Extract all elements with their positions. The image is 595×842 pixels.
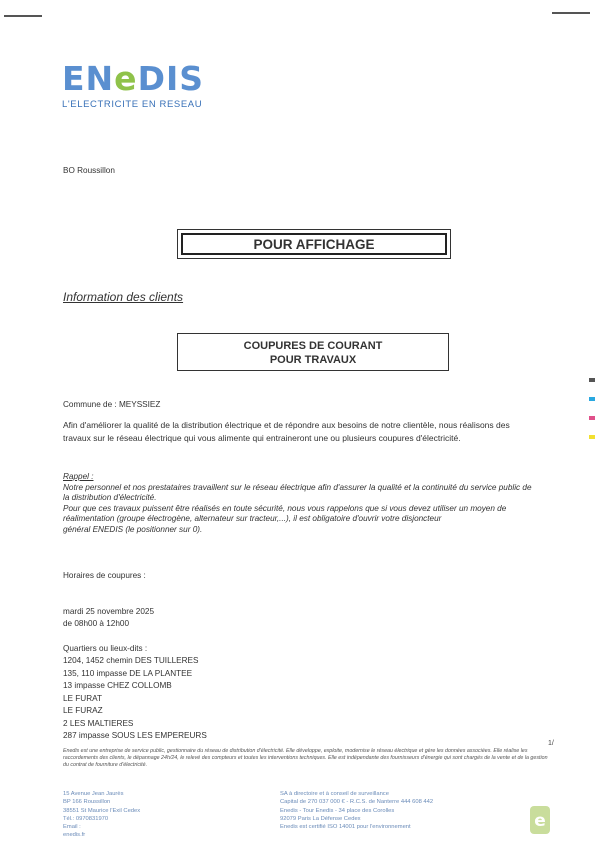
logo-part-1: EN (62, 59, 115, 98)
footer-website-link[interactable]: enedis.fr (63, 832, 86, 839)
print-mark-cyan (589, 397, 595, 401)
quartier-item: LE FURAT (63, 693, 102, 703)
quartiers-list (63, 655, 207, 743)
footer-right-line: Enedis est certifié ISO 14001 pour l'environnement (280, 824, 411, 831)
coupures-box (177, 333, 449, 371)
date-line: mardi 25 novembre 2025 (63, 607, 155, 616)
footer-left-line: Email : (63, 824, 81, 831)
scan-mark-right (552, 12, 590, 14)
scan-mark-left (4, 15, 42, 17)
logo-part-3: DIS (137, 59, 205, 98)
quartier-item: 1204, 1452 chemin DES TUILLERES (63, 656, 199, 665)
footer-right-line: Enedis - Tour Enedis - 34 place des Corolles (280, 807, 395, 814)
coupures-line-2: POUR TRAVAUX (269, 354, 357, 366)
footer-right-line: Capital de 270 037 000 € - R.C.S. de Nanterre 444 608 442 (280, 799, 434, 806)
quartier-item: 287 impasse SOUS LES EMPEREURS (63, 731, 207, 740)
info-title: Information des clients (63, 290, 184, 304)
quartier-item: 13 impasse CHEZ COLLOMB (63, 681, 172, 690)
svg-text:e: e (534, 811, 546, 831)
quartiers-label: Quartiers ou lieux-dits : (63, 644, 148, 653)
intro-text: Afin d'améliorer la qualité de la distribution électrique et de répondre aux besoins de notre clientèle, nous réalisons des travaux sur le réseau électrique qui vous alimente qui entraineront une ou plusieurs coupures d'électricité. (63, 420, 510, 443)
horaires-label: Horaires de coupures : (63, 571, 146, 580)
logo-part-2: e (114, 59, 138, 98)
footer-left-line: Tél.: 0970831970 (63, 815, 109, 822)
rappel-heading: Rappel : (63, 472, 94, 481)
quartier-item: LE FURAZ (63, 706, 103, 715)
rappel-line-2: Pour que ces travaux puissent être réalisés en toute sécurité, nous vous rappelons que si vous devez utiliser un moyen de réalimentation (groupe électrogène, alternateur sur tracteur,...), il est obligatoire d'ouvrir votre disjoncteur (63, 503, 507, 524)
footer-right-line: SA à directoire et à conseil de surveillance (280, 791, 389, 797)
footer-left-line: 38551 St Maurice l'Exil Cedex (63, 807, 141, 814)
commune: Commune de : MEYSSIEZ (63, 400, 161, 409)
footer-left-line: 15 Avenue Jean Jaurès (63, 791, 124, 797)
logo-tagline: L'ELECTRICITE EN RESEAU (62, 99, 203, 110)
enedis-emblem-icon (530, 806, 550, 834)
print-mark-magenta (589, 416, 595, 420)
affichage-box (177, 229, 451, 259)
footer-address (63, 790, 140, 840)
affichage-label: POUR AFFICHAGE (181, 233, 447, 255)
page-marker: 1/ (548, 740, 554, 747)
coupures-line-1: COUPURES DE COURANT (243, 340, 383, 352)
footer-right-line: 92079 Paris La Défense Cedex (280, 815, 361, 822)
recipient: BO Roussillon (63, 166, 115, 175)
time-line: de 08h00 à 12h00 (63, 619, 130, 628)
enedis-logo (62, 59, 205, 98)
quartier-item: 2 LES MALTIERES (63, 718, 134, 728)
rappel-line-1: Notre personnel et nos prestataires travaillent sur le réseau électrique afin d'assurer la qualité et la continuité du service public de la distribution d'électricité. (63, 482, 532, 503)
quartier-item: 135, 110 impasse DE LA PLANTEE (63, 668, 193, 678)
footer-company (280, 790, 433, 831)
legal-text: Enedis est une entreprise de service public, gestionnaire du réseau de distribution d'électricité. Elle développe, exploite, modernise le réseau électrique et gère les données associées. Elle réalise les raccordements des clients, le dépannage 24h/24, le relevé des compteurs et toutes les interventions techniques. Elle est indépendante des fournisseurs d'énergie qui sont chargés de la vente et de la gestion du contrat de fourniture d'électricité. (63, 748, 548, 768)
rappel-line-3: général ENEDIS (le positionner sur 0). (63, 524, 203, 534)
print-mark-gray (589, 378, 595, 382)
footer-left-line: BP 166 Roussillon (63, 799, 111, 806)
print-mark-yellow (589, 435, 595, 439)
rappel-block (63, 472, 538, 536)
